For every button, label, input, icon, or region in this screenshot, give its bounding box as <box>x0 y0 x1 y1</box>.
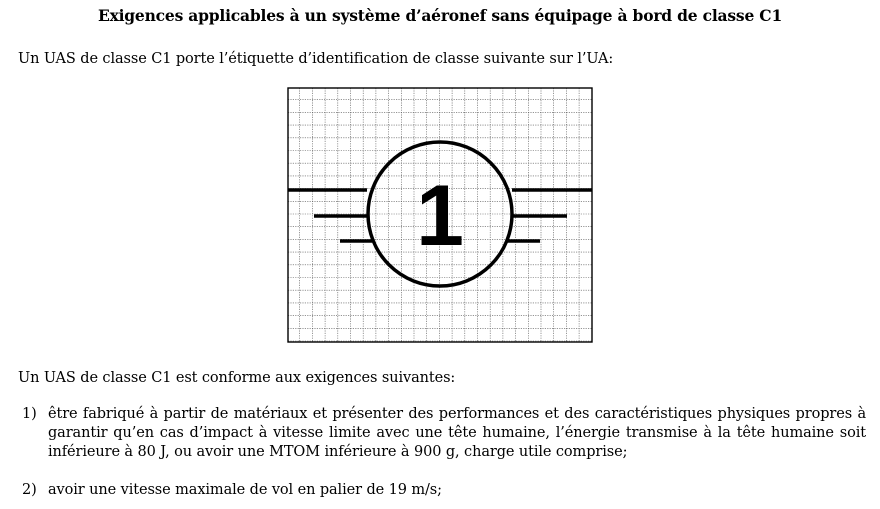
conformity-intro: Un UAS de classe C1 est conforme aux exigences suivantes: <box>18 370 456 386</box>
list-item <box>22 481 872 501</box>
class-identification-label-icon <box>287 87 593 343</box>
list-item <box>22 405 872 465</box>
document-title: Exigences applicables à un système d’aéronef sans équipage à bord de classe C1 <box>97 6 783 25</box>
list-item-number: 1) <box>22 406 37 422</box>
intro-paragraph: Un UAS de classe C1 porte l’étiquette d’identification de classe suivante sur l’UA: <box>18 51 614 67</box>
list-item-text: avoir une vitesse maximale de vol en palier de 19 m/s; <box>48 482 442 498</box>
list-item-number: 2) <box>22 482 37 498</box>
class-number: 1 <box>416 168 464 264</box>
list-item-text: être fabriqué à partir de matériaux et présenter des performances et des caractéristiques physiques propres à garantir qu’en cas d’impact à vitesse limite avec une tête humaine, l’énergie transmise à la tête humaine soit inférieure à 80 J, ou avoir une MTOM inférieure à 900 g, charge utile comprise; <box>48 406 866 460</box>
